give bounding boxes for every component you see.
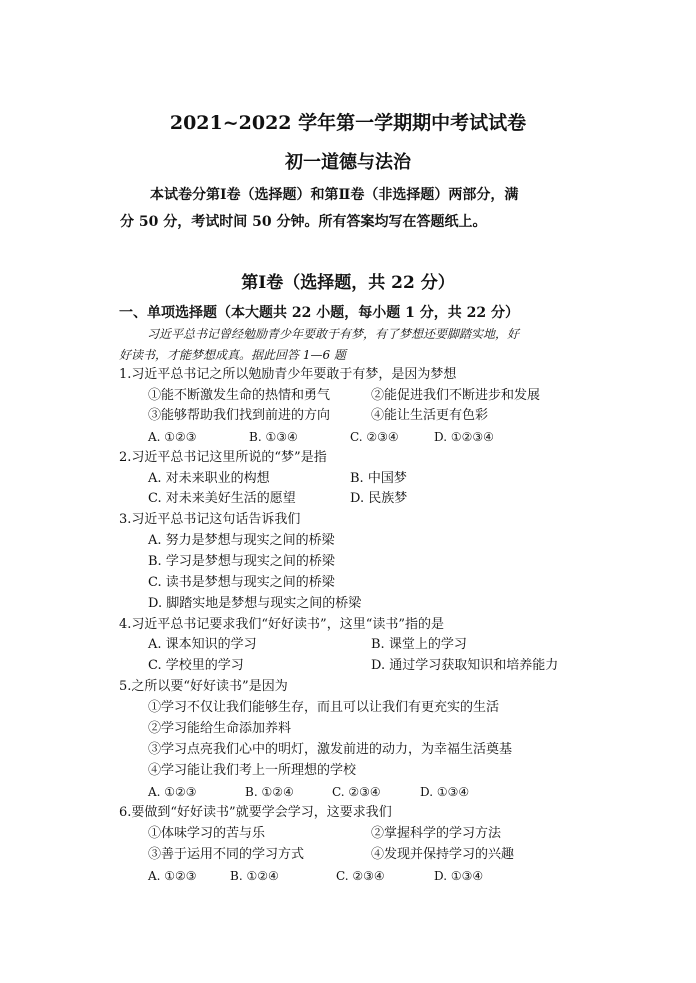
question-1-stem: 1.习近平总书记之所以勉励青少年要敢于有梦，是因为梦想 — [119, 367, 457, 382]
q3-option-a: A. 努力是梦想与现实之间的桥梁 — [148, 533, 335, 548]
subject-title: 初一道德与法治 — [285, 152, 411, 173]
question-3-stem: 3.习近平总书记这句话告诉我们 — [119, 512, 301, 527]
exam-instructions — [120, 182, 590, 236]
q6-statement-2: ②掌握科学的学习方法 — [371, 826, 502, 841]
question-4-stem: 4.习近平总书记要求我们“好好读书”，这里“读书”指的是 — [119, 617, 444, 632]
q5-option-d: D. ①③④ — [420, 785, 470, 799]
q4-option-a: A. 课本知识的学习 — [148, 637, 257, 652]
q1-statement-4: ④能让生活更有色彩 — [371, 408, 489, 423]
q6-option-c: C. ②③④ — [336, 869, 385, 883]
reading-material — [119, 324, 589, 366]
q1-statement-1: ①能不断激发生命的热情和勇气 — [148, 388, 331, 403]
q5-option-c: C. ②③④ — [332, 785, 381, 799]
q1-statement-3: ③能够帮助我们找到前进的方向 — [148, 408, 331, 423]
q2-option-b: B. 中国梦 — [350, 471, 407, 486]
q2-option-d: D. 民族梦 — [350, 491, 408, 506]
q4-option-c: C. 学校里的学习 — [148, 658, 244, 673]
question-5-stem: 5.之所以要“好好读书”是因为 — [119, 679, 288, 694]
question-2-stem: 2.习近平总书记这里所说的“梦”是指 — [119, 450, 327, 465]
material-line-2: 好读书，才能梦想成真。据此回答 1—6 题 — [119, 348, 346, 362]
q3-option-d: D. 脚踏实地是梦想与现实之间的桥梁 — [148, 596, 362, 611]
q3-option-b: B. 学习是梦想与现实之间的桥梁 — [148, 554, 335, 569]
q6-option-a: A. ①②③ — [148, 869, 197, 883]
q6-statement-4: ④发现并保持学习的兴趣 — [371, 847, 515, 862]
q5-option-b: B. ①②④ — [245, 785, 294, 799]
q5-statement-1: ①学习不仅让我们能够生存，而且可以让我们有更充实的生活 — [148, 700, 500, 715]
q4-option-b: B. 课堂上的学习 — [371, 637, 467, 652]
q1-option-b: B. ①③④ — [249, 430, 298, 444]
q5-statement-3: ③学习点亮我们心中的明灯，激发前进的动力，为幸福生活奠基 — [148, 742, 513, 757]
part-heading: 一、单项选择题（本大题共 22 小题，每小题 1 分，共 22 分） — [119, 305, 519, 321]
q1-statement-2: ②能促进我们不断进步和发展 — [371, 388, 541, 403]
q5-option-a: A. ①②③ — [148, 785, 197, 799]
instructions-line-1: 本试卷分第Ⅰ卷（选择题）和第Ⅱ卷（非选择题）两部分，满 — [150, 187, 519, 203]
q1-option-a: A. ①②③ — [148, 430, 197, 444]
section-heading: 第Ⅰ卷（选择题，共 22 分） — [241, 273, 455, 293]
exam-title: 2021~2022 学年第一学期期中考试试卷 — [169, 112, 527, 134]
q5-statement-4: ④学习能让我们考上一所理想的学校 — [148, 763, 357, 778]
q2-option-a: A. 对未来职业的构想 — [148, 471, 270, 486]
q1-option-c: C. ②③④ — [350, 430, 399, 444]
q6-option-b: B. ①②④ — [230, 869, 279, 883]
instructions-line-2: 分 50 分，考试时间 50 分钟。所有答案均写在答题纸上。 — [120, 214, 487, 230]
q6-option-d: D. ①③④ — [434, 869, 484, 883]
q6-statement-3: ③善于运用不同的学习方式 — [148, 847, 305, 862]
q4-option-d: D. 通过学习获取知识和培养能力 — [371, 658, 559, 673]
question-6-stem: 6.要做到“好好读书”就要学会学习，这要求我们 — [119, 805, 392, 820]
q6-statement-1: ①体味学习的苦与乐 — [148, 826, 266, 841]
q2-option-c: C. 对未来美好生活的愿望 — [148, 491, 296, 506]
material-line-1: 习近平总书记曾经勉励青少年要敢于有梦，有了梦想还要脚踏实地，好 — [147, 327, 520, 341]
q1-option-d: D. ①②③④ — [434, 430, 494, 444]
q5-statement-2: ②学习能给生命添加养料 — [148, 721, 292, 736]
q3-option-c: C. 读书是梦想与现实之间的桥梁 — [148, 575, 335, 590]
